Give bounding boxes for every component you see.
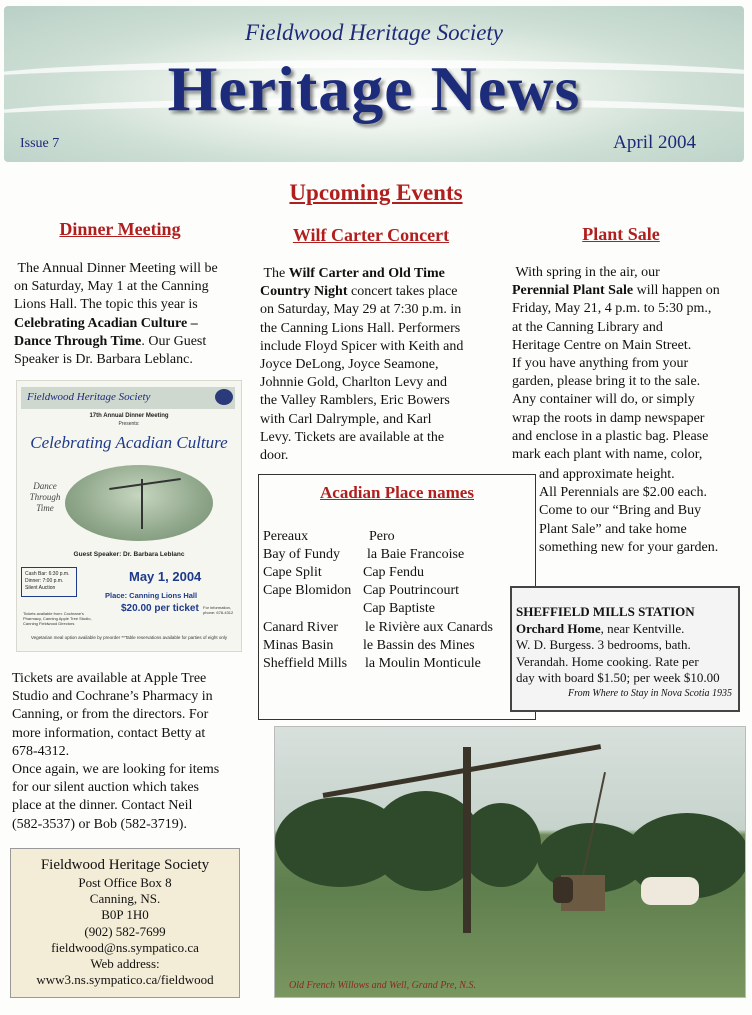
- text-line: concert takes place: [347, 284, 458, 300]
- text-line: garden, please bring it to the sale.: [512, 374, 701, 390]
- flyer-subtitle: 17th Annual Dinner Meeting: [89, 413, 169, 419]
- place-french: Cap Fendu: [363, 565, 425, 580]
- place-english: Minas Basin: [263, 638, 334, 653]
- flyer-well-image: [65, 465, 213, 541]
- text-line: will happen on: [633, 283, 720, 299]
- flyer-info: For information, phone: 678-4312: [203, 605, 234, 615]
- text-line: and enclose in a plastic bag. Please: [512, 428, 709, 444]
- flyer-place: Place: Canning Lions Hall: [105, 591, 198, 600]
- flyer-celebrate: Celebrating Acadian Culture: [30, 433, 228, 452]
- text-line: . Our Guest: [141, 333, 207, 349]
- plant-heading: Plant Sale: [582, 224, 660, 244]
- masthead: [4, 6, 744, 162]
- text-line: something new for your garden.: [539, 539, 719, 555]
- text-line: Any container will do, or simply: [512, 392, 695, 408]
- place-french: le Rivière aux Canards: [365, 620, 493, 635]
- place-english: Cape Blomidon: [263, 583, 352, 598]
- text-line: Perennial Plant Sale: [512, 283, 634, 299]
- dinner-tickets-text: [12, 670, 248, 834]
- place-french: le Bassin des Mines: [363, 638, 475, 653]
- society-seal-icon: [215, 389, 233, 405]
- text-line: on Saturday, May 29 at 7:30 p.m. in: [260, 302, 462, 318]
- text-line: Friday, May 21, 4 p.m. to 5:30 pm.,: [512, 301, 712, 317]
- text-line: the Valley Ramblers, Eric Bowers: [260, 393, 450, 409]
- flyer-times: Cash Bar: 6:30 p.m. Dinner: 7:00 p.m. Silent Auction: [21, 567, 77, 597]
- well-sweep-beam: [323, 744, 602, 798]
- text-line: place at the dinner. Contact Neil: [12, 798, 193, 814]
- text-line: the Canning Lions Hall. Performers: [260, 320, 461, 336]
- text-line: Wilf Carter and Old Time: [288, 266, 445, 281]
- place-french: la Moulin Monticule: [365, 656, 481, 671]
- concert-text: [260, 265, 500, 465]
- section-title: Upcoming Events: [289, 180, 463, 205]
- place-names-box: [258, 474, 536, 720]
- text-line: The Annual Dinner Meeting will be: [17, 261, 218, 276]
- sheffield-source: From Where to Stay in Nova Scotia 1935: [568, 687, 732, 699]
- text-line: (582-3537) or Bob (582-3719).: [12, 816, 187, 832]
- contact-website[interactable]: www3.ns.sympatico.ca/fieldwood: [36, 972, 214, 988]
- place-english: Cape Split: [263, 565, 322, 580]
- flyer-price: $20.00 per ticket: [121, 603, 199, 614]
- text-line: at the Canning Library and: [512, 319, 663, 335]
- text-line: Studio and Cochrane’s Pharmacy in: [12, 689, 213, 705]
- newsletter-title: Heritage News: [167, 53, 581, 124]
- contact-line: Web address:: [90, 956, 160, 972]
- text-line: Orchard Home: [516, 620, 601, 636]
- dark-cow: [553, 877, 573, 903]
- contact-box: [10, 848, 240, 998]
- text-line: Celebrating Acadian Culture –: [14, 315, 198, 331]
- contact-line: Canning, NS.: [89, 891, 161, 907]
- text-line: include Floyd Spicer with Keith and: [260, 338, 464, 354]
- flyer-guest: Guest Speaker: Dr. Barbara Leblanc: [73, 551, 185, 558]
- text-line: Speaker is Dr. Barbara Leblanc.: [14, 352, 193, 368]
- text-line: , near Kentville.: [600, 620, 685, 636]
- text-line: Johnnie Gold, Charlton Levy and: [260, 375, 448, 391]
- contact-line: Post Office Box 8: [78, 875, 172, 890]
- place-names-heading: Acadian Place names: [320, 483, 474, 502]
- place-french: la Baie Francoise: [367, 547, 465, 562]
- well-sweep-post: [463, 747, 471, 933]
- text-line: Tickets are available at Apple Tree: [12, 671, 207, 686]
- text-line: The: [263, 266, 289, 281]
- contact-line: B0P 1H0: [101, 907, 149, 923]
- well-beam: [109, 478, 181, 490]
- society-name: Fieldwood Heritage Society: [244, 20, 504, 45]
- text-line: Lions Hall. The topic this year is: [14, 297, 198, 313]
- contact-phone: (902) 582-7699: [84, 923, 166, 939]
- text-line: With spring in the air, our: [515, 265, 660, 280]
- text-line: Joyce DeLong, Joyce Seamone,: [260, 357, 439, 373]
- text-line: Levy. Tickets are available at the: [260, 429, 445, 445]
- text-line: on Saturday, May 1 at the Canning: [14, 279, 209, 295]
- text-line: Come to our “Bring and Buy: [539, 503, 702, 519]
- text-line: for our silent auction which takes: [12, 780, 200, 796]
- text-line: All Perennials are $2.00 each.: [539, 485, 707, 501]
- sheffield-box: [510, 586, 740, 712]
- place-english: Canard River: [263, 620, 339, 635]
- flyer-veg: Vegetarian meal option available by preorder **Table reservations available for parties of eight only: [30, 635, 228, 640]
- text-line: W. D. Burgess. 3 bedrooms, bath.: [516, 637, 691, 652]
- place-french: Pero: [369, 529, 395, 544]
- text-line: Heritage Centre on Main Street.: [512, 337, 692, 353]
- contact-title: Fieldwood Heritage Society: [40, 857, 210, 873]
- text-line: day with board $1.50; per week $10.00: [516, 670, 720, 685]
- contact-email[interactable]: fieldwood@ns.sympatico.ca: [51, 939, 199, 955]
- text-line: 678-4312.: [12, 743, 70, 759]
- text-line: Country Night: [260, 284, 348, 300]
- well-post: [141, 479, 143, 529]
- text-line: more information, contact Betty at: [12, 725, 206, 741]
- text-line: Dance Through Time: [14, 333, 142, 349]
- flyer-presents: Presents:: [118, 421, 140, 427]
- flyer-dance: Dance Through Time: [29, 481, 61, 513]
- text-line: wrap the roots in damp newspaper: [512, 410, 705, 426]
- dinner-heading: Dinner Meeting: [59, 219, 181, 239]
- text-line: Once again, we are looking for items: [12, 762, 220, 778]
- issue-date: April 2004: [613, 132, 696, 153]
- place-french: Cap Baptiste: [363, 601, 435, 616]
- text-line: Plant Sale” and take home: [539, 521, 687, 537]
- issue-number: Issue 7: [20, 136, 60, 151]
- concert-heading: Wilf Carter Concert: [292, 225, 450, 245]
- white-cow: [641, 877, 699, 905]
- flyer-date: May 1, 2004: [129, 569, 202, 584]
- text-line: mark each plant with name, color,: [512, 447, 703, 463]
- plant-text: [512, 264, 748, 464]
- dinner-text: [14, 260, 246, 369]
- flyer-society: Fieldwood Heritage Society: [21, 387, 235, 409]
- sheffield-title: SHEFFIELD MILLS STATION: [516, 604, 695, 619]
- text-line: Canning, or from the directors. For: [12, 707, 209, 723]
- text-line: and approximate height.: [539, 467, 675, 482]
- text-line: If you have anything from your: [512, 356, 689, 372]
- flyer-tickets: Tickets available from: Cochrane's Pharmacy, Canning Apple Tree Studio, Canning Fieldwood Directors: [23, 611, 92, 626]
- place-french: Cap Poutrincourt: [363, 583, 460, 598]
- text-line: with Carl Dalrymple, and Karl: [260, 411, 432, 427]
- place-english: Pereaux: [263, 529, 309, 544]
- plant-text-indented: [539, 466, 749, 557]
- tree-shape: [461, 803, 541, 887]
- photo-caption: Old French Willows and Well, Grand Pre, N.S.: [289, 980, 476, 991]
- text-line: door.: [260, 448, 289, 464]
- place-english: Sheffield Mills: [263, 656, 348, 671]
- well-photo: [274, 726, 746, 998]
- place-english: Bay of Fundy: [263, 547, 340, 562]
- dinner-flyer: [16, 380, 242, 652]
- text-line: Verandah. Home cooking. Rate per: [516, 653, 699, 669]
